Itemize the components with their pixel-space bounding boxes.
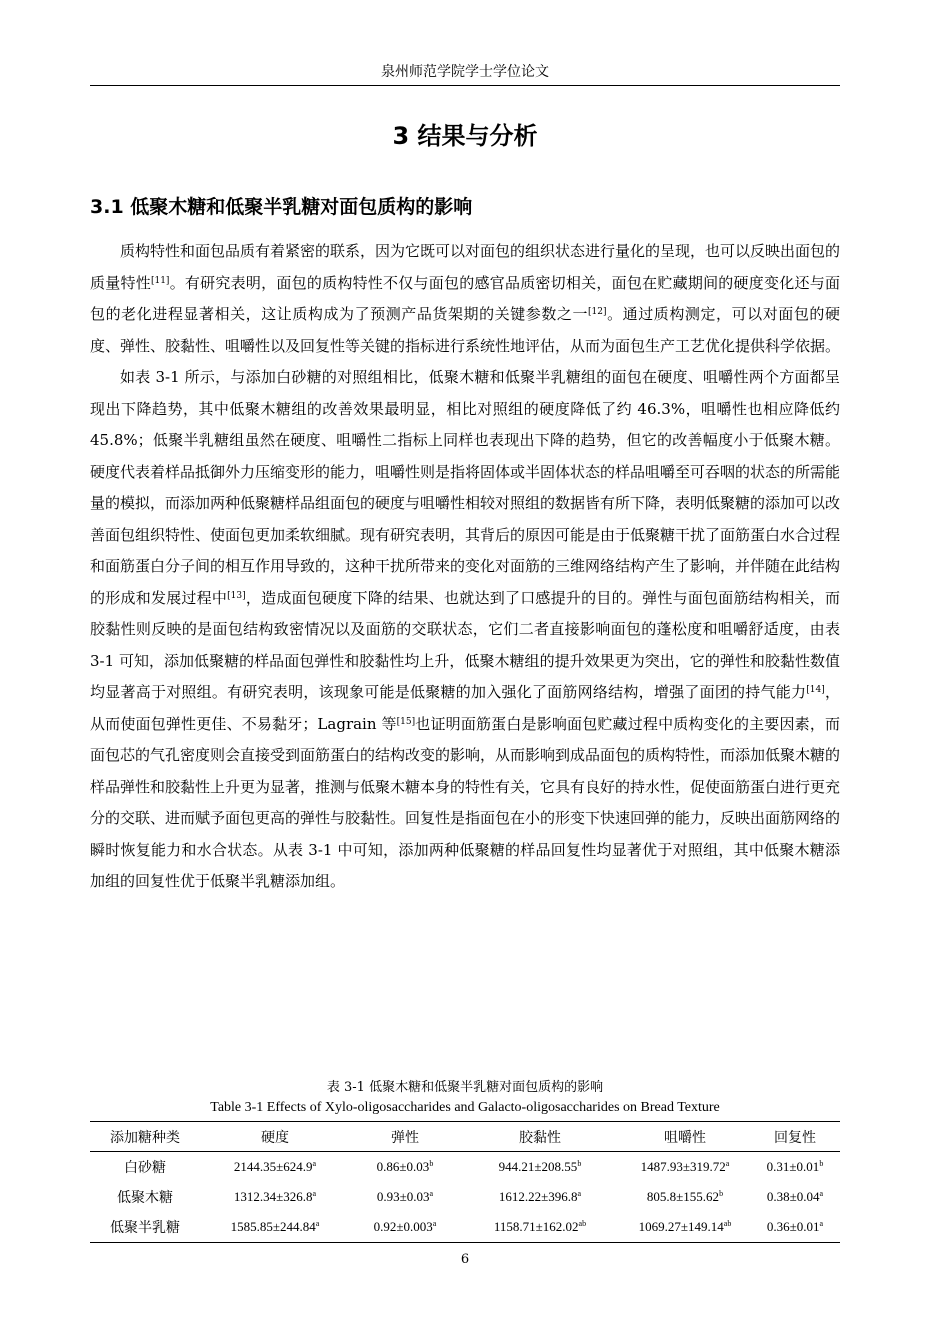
table-cell <box>350 1212 460 1243</box>
texture-table <box>90 1121 840 1243</box>
table-cell <box>460 1212 620 1243</box>
table-cell <box>750 1152 840 1183</box>
table-cell <box>350 1152 460 1183</box>
significance-letter: a <box>312 1159 317 1168</box>
text-run: ，造成面包硬度下降的结果、也就达到了口感提升的目的。弹性与面包面筋结构相关，而胶黏性则反映的是面包结构致密情况以及面筋的交联状态，它们二者直接影响面包的蓬松度和咀嚼舒适度，由表 3-1 可知，添加低聚糖的样品面包弹性和胶黏性均上升，低聚木糖组的提升效果更为突出，它的弹性和胶黏性数值均显著高于对照组。有研究表明，该现象可能是低聚糖的加入强化了面筋网络结构，增强了面团的持气能力 <box>90 588 840 701</box>
cell-value: 1487.93±319.72 <box>640 1159 726 1174</box>
significance-letter: b <box>577 1159 582 1168</box>
row-label: 低聚木糖 <box>117 1190 173 1206</box>
cell-value: 2144.35±624.9 <box>233 1159 313 1174</box>
text-run: 也证明面筋蛋白是影响面包贮藏过程中质构变化的主要因素，而面包芯的气孔密度则会直接受到面筋蛋白的结构改变的影响，从而影响到成品面包的质构特性，而添加低聚木糖的样品弹性和胶黏性上升更为显著，推测与低聚木糖本身的特性有关，它具有良好的持水性，促使面筋蛋白进行更充分的交联、进而赋予面包更高的弹性与胶黏性。回复性是指面包在小的形变下快速回弹的能力，反映出面筋网络的瞬时恢复能力和水合状态。从表 3-1 中可知，添加两种低聚糖的样品回复性均显著优于对照组，其中低聚木糖添加组的回复性优于低聚半乳糖添加组。 <box>90 714 841 890</box>
text-run: 。通过质构测定，可以对面包的硬度、弹性、胶黏性、咀嚼性以及回复性等关键的指标进行系统性地评估，从而为面包生产工艺优化提供科学依据。 <box>90 305 841 355</box>
significance-letter: ab <box>578 1219 587 1228</box>
page-number: 6 <box>460 1252 470 1267</box>
row-label: 白砂糖 <box>124 1160 166 1176</box>
significance-letter: a <box>725 1159 730 1168</box>
cell-value: 0.92±0.003 <box>373 1219 433 1234</box>
cell-value: 0.93±0.03 <box>376 1189 430 1204</box>
text-run: ，从而使面包弹性更佳、不易黏牙；Lagrain 等 <box>90 683 840 733</box>
cell-value: 0.31±0.01 <box>766 1159 820 1174</box>
table-header-cell: 回复性 <box>750 1122 840 1152</box>
text-run: 如表 3-1 所示，与添加白砂糖的对照组相比，低聚木糖和低聚半乳糖组的面包在硬度、咀嚼性两个方面都呈现出下降趋势，其中低聚木糖组的改善效果最明显，相比对照组的硬度降低了约 46.3%，咀嚼性也相应降低约 45.8%；低聚半乳糖组虽然在硬度、咀嚼性二指标上同样也表现出下降的趋势，但它的改善幅度小于低聚木糖。硬度代表着样品抵御外力压缩变形的能力，咀嚼性则是指将固体或半固体状态的样品咀嚼至可吞咽的状态的所需能量的模拟，而添加两种低聚糖样品组面包的硬度与咀嚼性相较对照组的数据皆有所下降，表明低聚糖的添加可以改善面包组织特性、使面包更加柔软细腻。现有研究表明，其背后的原因可能是由于低聚糖干扰了面筋蛋白水合过程和面筋蛋白分子间的相互作用导致的，这种干扰所带来的变化对面筋的三维网络结构产生了影响，并伴随在此结构的形成和发展过程中 <box>90 368 841 607</box>
cell-value: 0.86±0.03 <box>376 1159 430 1174</box>
row-label: 低聚半乳糖 <box>90 1212 200 1243</box>
cell-value: 1312.34±326.8 <box>233 1189 313 1204</box>
table-header-cell: 添加糖种类 <box>90 1122 200 1152</box>
table-cell <box>460 1182 620 1212</box>
table-header-cell: 硬度 <box>200 1122 350 1152</box>
significance-letter: b <box>819 1159 824 1168</box>
cell-value: 805.8±155.62 <box>646 1189 720 1204</box>
table-cell <box>200 1212 350 1243</box>
body-paragraph <box>90 362 840 898</box>
text-run: 质构特性和面包品质有着紧密的联系，因为它既可以对面包的组织状态进行量化的呈现，也可以反映出面包的质量特性 <box>90 242 841 292</box>
body-paragraph <box>90 236 840 362</box>
citation-ref: [14] <box>806 685 825 695</box>
table-header-cell: 胶黏性 <box>460 1122 620 1152</box>
table-cell <box>460 1152 620 1183</box>
body-text <box>90 236 840 898</box>
citation-ref: [15] <box>396 716 416 727</box>
header-rule <box>90 85 840 86</box>
text-run: 。有研究表明，面包的质构特性不仅与面包的感官品质密切相关，面包在贮藏期间的硬度变化还与面包的老化进程显著相关，这让质构成为了预测产品货架期的关键参数之一 <box>90 273 840 323</box>
table-caption-cn: 表 3-1 低聚木糖和低聚半乳糖对面包质构的影响 <box>326 1080 604 1095</box>
significance-letter: a <box>819 1219 824 1228</box>
citation-ref: [11] <box>150 275 170 286</box>
cell-value: 1585.85±244.84 <box>230 1219 316 1234</box>
table-cell <box>200 1182 350 1212</box>
table-row <box>90 1182 840 1212</box>
significance-letter: a <box>577 1189 582 1198</box>
significance-letter: a <box>315 1219 320 1228</box>
table-cell <box>750 1212 840 1243</box>
section-title: 3.1 低聚木糖和低聚半乳糖对面包质构的影响 <box>90 196 473 218</box>
table-row <box>90 1152 840 1183</box>
table-header-row <box>90 1122 840 1152</box>
cell-value: 1612.22±396.8 <box>498 1189 578 1204</box>
table-cell <box>620 1212 750 1243</box>
significance-letter: a <box>819 1189 824 1198</box>
cell-value: 1069.27±149.14 <box>638 1219 724 1234</box>
significance-letter: a <box>429 1189 434 1198</box>
significance-letter: b <box>719 1189 724 1198</box>
table-row <box>90 1212 840 1243</box>
table-caption-en: Table 3-1 Effects of Xylo-oligosaccharides and Galacto-oligosaccharides on Bread Texture <box>210 1100 720 1115</box>
citation-ref: [13] <box>227 590 246 601</box>
citation-ref: [12] <box>588 307 607 317</box>
cell-value: 944.21±208.55 <box>498 1159 578 1174</box>
table-header-cell: 咀嚼性 <box>620 1122 750 1152</box>
table-header-cell: 弹性 <box>350 1122 460 1152</box>
table-cell <box>200 1152 350 1183</box>
significance-letter: a <box>312 1189 317 1198</box>
cell-value: 0.36±0.01 <box>766 1219 820 1234</box>
chapter-title: 3 结果与分析 <box>392 122 538 150</box>
table-cell <box>620 1182 750 1212</box>
cell-value: 0.38±0.04 <box>766 1189 820 1204</box>
table-cell <box>750 1182 840 1212</box>
table-cell <box>620 1152 750 1183</box>
running-header: 泉州师范学院学士学位论文 <box>381 64 549 80</box>
significance-letter: b <box>429 1159 434 1168</box>
significance-letter: a <box>432 1219 437 1228</box>
table-cell <box>350 1182 460 1212</box>
significance-letter: ab <box>723 1219 732 1228</box>
cell-value: 1158.71±162.02 <box>493 1219 579 1234</box>
